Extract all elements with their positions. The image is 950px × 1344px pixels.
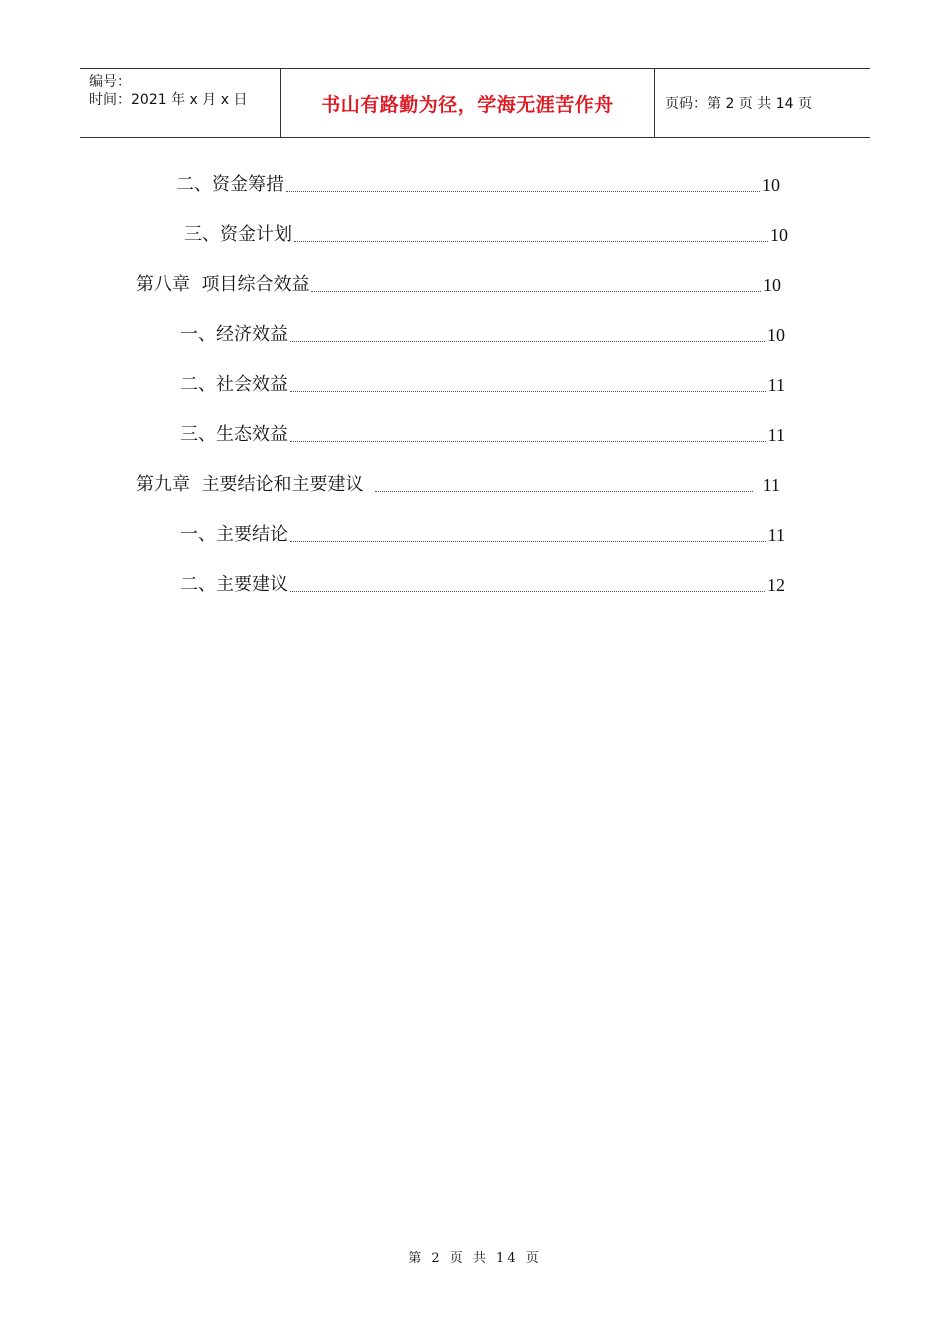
toc-entry-page: 11 xyxy=(767,425,785,445)
toc-entry-title: 三、生态效益 xyxy=(180,424,288,445)
toc-chapter-entry[interactable] xyxy=(136,272,781,296)
toc-entry-page: 11 xyxy=(767,375,785,395)
toc-dot-leader xyxy=(311,291,761,292)
header-meta xyxy=(80,69,281,137)
toc-entry-page: 12 xyxy=(767,575,785,595)
toc-entry-title: 第九章 主要结论和主要建议 xyxy=(136,474,364,495)
toc-entry-page: 10 xyxy=(770,225,788,245)
toc-entry-title: 一、主要结论 xyxy=(180,524,288,545)
toc-entry-page: 11 xyxy=(767,525,785,545)
toc-dot-leader xyxy=(290,441,766,442)
toc-entry-page: 10 xyxy=(762,175,780,195)
header-page-code xyxy=(655,69,870,137)
toc-dot-leader xyxy=(290,591,765,592)
page-header xyxy=(80,68,870,138)
toc-entry-page: 10 xyxy=(763,275,781,295)
document-number-label: 编号： xyxy=(89,74,131,90)
toc-entry-title: 一、经济效益 xyxy=(180,324,288,345)
toc-dot-leader xyxy=(290,341,765,342)
toc-dot-leader xyxy=(286,191,760,192)
toc-entry[interactable] xyxy=(184,222,788,246)
header-motto-cell xyxy=(281,69,655,137)
toc-dot-leader xyxy=(294,241,768,242)
toc-entry-title: 三、资金计划 xyxy=(184,224,292,245)
toc-entry[interactable] xyxy=(180,422,785,446)
header-motto: 书山有路勤为径，学海无涯苦作舟 xyxy=(321,93,614,116)
toc-entry-title: 二、主要建议 xyxy=(180,574,288,595)
document-date: 时间：2021 年 x 月 x 日 xyxy=(89,92,248,108)
toc-entry-page: 10 xyxy=(767,325,785,345)
toc-entry-title: 二、资金筹措 xyxy=(176,174,284,195)
toc-entry[interactable] xyxy=(180,572,785,596)
page-code-text: 页码：第 2 页 共 14 页 xyxy=(665,96,812,112)
toc-dot-leader xyxy=(375,491,752,492)
toc-chapter-entry[interactable] xyxy=(136,472,780,496)
toc-dot-leader xyxy=(290,541,766,542)
toc-entry-page: 11 xyxy=(762,475,780,495)
toc-entry-title: 二、社会效益 xyxy=(180,374,288,395)
page-footer: 第 2 页 共 14 页 xyxy=(408,1251,542,1266)
toc-entry[interactable] xyxy=(180,522,785,546)
toc-entry-title: 第八章 项目综合效益 xyxy=(136,274,310,295)
toc-entry[interactable] xyxy=(180,372,785,396)
toc-dot-leader xyxy=(290,391,766,392)
toc-entry[interactable] xyxy=(180,322,785,346)
toc-entry[interactable] xyxy=(176,172,780,196)
